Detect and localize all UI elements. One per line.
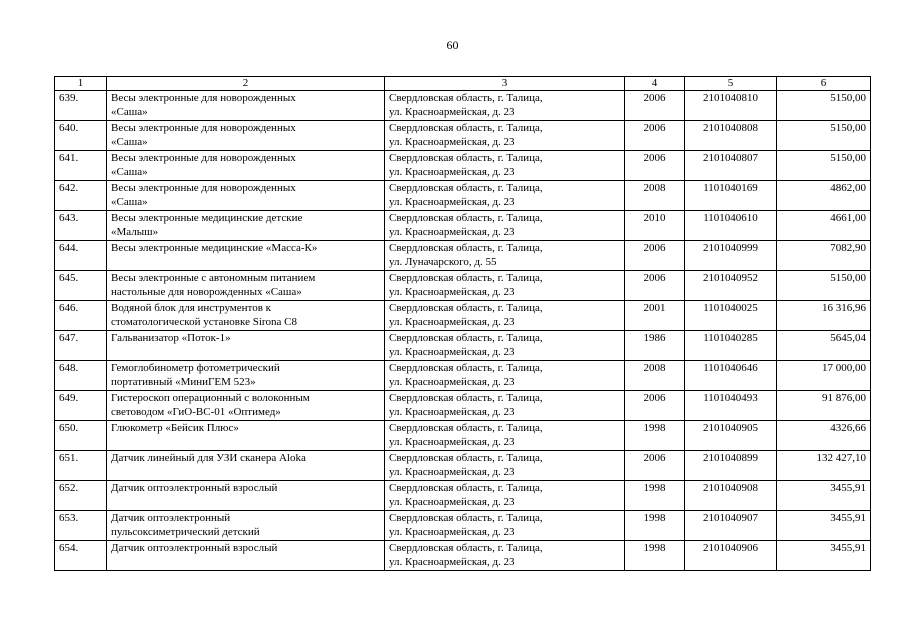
inventory-number-cell	[685, 181, 777, 211]
inventory-number-cell-line: 1101040169	[703, 182, 758, 194]
inventory-number-cell	[685, 481, 777, 511]
address-cell	[385, 121, 625, 151]
column-header: 5	[685, 77, 777, 91]
cost-cell	[777, 301, 871, 331]
row-number-cell-line: 639.	[59, 92, 79, 104]
column-header: 1	[55, 77, 107, 91]
year-cell-line: 2010	[643, 212, 666, 224]
address-cell-line: ул. Красноармейская, д. 23	[389, 376, 515, 388]
table-row	[55, 211, 871, 241]
inventory-number-cell	[685, 211, 777, 241]
cost-cell-line: 5150,00	[830, 122, 866, 134]
item-name-cell-line: Датчик оптоэлектронный	[111, 512, 231, 524]
address-cell-line: ул. Красноармейская, д. 23	[389, 406, 515, 418]
row-number-cell-line: 645.	[59, 272, 79, 284]
address-cell-line: Свердловская область, г. Талица,	[389, 182, 543, 194]
cost-cell	[777, 361, 871, 391]
item-name-cell-line: Гистероскоп операционный с волоконным	[111, 392, 310, 404]
page-number: 60	[446, 38, 459, 52]
cost-cell-line: 3455,91	[830, 542, 866, 554]
cost-cell	[777, 241, 871, 271]
row-number-cell	[55, 151, 107, 181]
year-cell-line: 1998	[643, 512, 666, 524]
inventory-number-cell-line: 2101040807	[703, 152, 758, 164]
cost-cell	[777, 331, 871, 361]
row-number-cell	[55, 271, 107, 301]
row-number-cell-line: 642.	[59, 182, 79, 194]
row-number-cell	[55, 481, 107, 511]
address-cell-line: Свердловская область, г. Талица,	[389, 272, 543, 284]
cost-cell-line: 5150,00	[830, 152, 866, 164]
table-row	[55, 331, 871, 361]
inventory-number-cell-line: 1101040646	[703, 362, 758, 374]
item-name-cell-line: стоматологической установке Sirona C8	[111, 316, 298, 328]
year-cell-line: 1998	[643, 422, 666, 434]
inventory-number-cell-line: 2101040906	[703, 542, 758, 554]
column-header: 2	[107, 77, 385, 91]
inventory-number-cell-line: 2101040952	[703, 272, 758, 284]
inventory-number-cell	[685, 541, 777, 571]
row-number-cell	[55, 361, 107, 391]
item-name-cell	[107, 241, 385, 271]
cost-cell-line: 5150,00	[830, 92, 866, 104]
cost-cell	[777, 421, 871, 451]
inventory-number-cell	[685, 151, 777, 181]
table-row	[55, 391, 871, 421]
row-number-cell	[55, 421, 107, 451]
table-row	[55, 241, 871, 271]
address-cell	[385, 151, 625, 181]
year-cell	[625, 391, 685, 421]
item-name-cell	[107, 361, 385, 391]
cost-cell-line: 5150,00	[830, 272, 866, 284]
address-cell	[385, 421, 625, 451]
item-name-cell	[107, 331, 385, 361]
table-row	[55, 151, 871, 181]
inventory-number-cell-line: 2101040808	[703, 122, 758, 134]
inventory-number-cell	[685, 91, 777, 121]
year-cell	[625, 241, 685, 271]
address-cell-line: ул. Красноармейская, д. 23	[389, 556, 515, 568]
item-name-cell-line: Водяной блок для инструментов к	[111, 302, 271, 314]
item-name-cell	[107, 451, 385, 481]
cost-cell-line: 3455,91	[830, 512, 866, 524]
address-cell	[385, 271, 625, 301]
address-cell-line: ул. Красноармейская, д. 23	[389, 226, 515, 238]
year-cell-line: 2008	[643, 182, 666, 194]
year-cell	[625, 301, 685, 331]
row-number-cell-line: 653.	[59, 512, 79, 524]
inventory-number-cell	[685, 271, 777, 301]
cost-cell	[777, 211, 871, 241]
inventory-number-cell-line: 2101040899	[703, 452, 758, 464]
address-cell	[385, 541, 625, 571]
inventory-number-cell-line: 1101040025	[703, 302, 758, 314]
row-number-cell	[55, 91, 107, 121]
address-cell	[385, 391, 625, 421]
year-cell-line: 1998	[643, 482, 666, 494]
item-name-cell-line: «Саша»	[111, 106, 148, 118]
row-number-cell-line: 652.	[59, 482, 79, 494]
inventory-number-cell	[685, 391, 777, 421]
address-cell	[385, 181, 625, 211]
address-cell	[385, 331, 625, 361]
table-row	[55, 541, 871, 571]
year-cell-line: 2006	[643, 152, 666, 164]
cost-cell-line: 4326,66	[830, 422, 866, 434]
item-name-cell-line: Весы электронные для новорожденных	[111, 122, 296, 134]
item-name-cell	[107, 121, 385, 151]
row-number-cell-line: 646.	[59, 302, 79, 314]
row-number-cell-line: 640.	[59, 122, 79, 134]
year-cell-line: 2006	[643, 272, 666, 284]
address-cell-line: ул. Красноармейская, д. 23	[389, 496, 515, 508]
cost-cell-line: 4862,00	[830, 182, 866, 194]
table-row	[55, 511, 871, 541]
row-number-cell-line: 651.	[59, 452, 79, 464]
address-cell-line: Свердловская область, г. Талица,	[389, 302, 543, 314]
item-name-cell	[107, 421, 385, 451]
item-name-cell-line: Гальванизатор «Поток-1»	[111, 332, 231, 344]
inventory-number-cell-line: 1101040493	[703, 392, 758, 404]
table-body	[55, 91, 871, 571]
item-name-cell-line: Датчик оптоэлектронный взрослый	[111, 482, 278, 494]
address-cell	[385, 361, 625, 391]
address-cell-line: ул. Красноармейская, д. 23	[389, 346, 515, 358]
item-name-cell	[107, 481, 385, 511]
address-cell-line: ул. Красноармейская, д. 23	[389, 526, 515, 538]
year-cell-line: 2006	[643, 92, 666, 104]
table-row	[55, 361, 871, 391]
table-row	[55, 481, 871, 511]
table-row	[55, 451, 871, 481]
item-name-cell-line: «Малыш»	[111, 226, 159, 238]
cost-cell	[777, 271, 871, 301]
table-row	[55, 301, 871, 331]
address-cell-line: ул. Красноармейская, д. 23	[389, 166, 515, 178]
inventory-number-cell-line: 2101040999	[703, 242, 758, 254]
item-name-cell	[107, 211, 385, 241]
inventory-number-cell	[685, 421, 777, 451]
item-name-cell-line: Датчик линейный для УЗИ сканера Aloka	[111, 452, 306, 464]
year-cell	[625, 271, 685, 301]
cost-cell-line: 91 876,00	[822, 392, 866, 404]
address-cell-line: ул. Красноармейская, д. 23	[389, 286, 515, 298]
cost-cell	[777, 541, 871, 571]
address-cell	[385, 481, 625, 511]
item-name-cell-line: Весы электронные медицинские «Масса-К»	[111, 242, 318, 254]
cost-cell	[777, 451, 871, 481]
year-cell	[625, 121, 685, 151]
year-cell-line: 2006	[643, 392, 666, 404]
year-cell	[625, 151, 685, 181]
item-name-cell-line: Весы электронные для новорожденных	[111, 182, 296, 194]
address-cell-line: ул. Красноармейская, д. 23	[389, 436, 515, 448]
inventory-number-cell	[685, 451, 777, 481]
item-name-cell-line: Весы электронные с автономным питанием	[111, 272, 316, 284]
address-cell-line: Свердловская область, г. Талица,	[389, 92, 543, 104]
row-number-cell-line: 641.	[59, 152, 79, 164]
cost-cell-line: 3455,91	[830, 482, 866, 494]
cost-cell	[777, 121, 871, 151]
year-cell	[625, 91, 685, 121]
address-cell	[385, 211, 625, 241]
year-cell	[625, 541, 685, 571]
row-number-cell-line: 644.	[59, 242, 79, 254]
address-cell-line: ул. Красноармейская, д. 23	[389, 196, 515, 208]
item-name-cell-line: пульсоксиметрический детский	[111, 526, 260, 538]
cost-cell	[777, 481, 871, 511]
address-cell-line: ул. Красноармейская, д. 23	[389, 466, 515, 478]
cost-cell-line: 5645,04	[830, 332, 866, 344]
cost-cell-line: 16 316,96	[822, 302, 866, 314]
address-cell	[385, 451, 625, 481]
address-cell-line: Свердловская область, г. Талица,	[389, 482, 543, 494]
row-number-cell	[55, 181, 107, 211]
row-number-cell	[55, 451, 107, 481]
item-name-cell-line: Весы электронные медицинские детские	[111, 212, 303, 224]
year-cell	[625, 211, 685, 241]
year-cell-line: 2006	[643, 122, 666, 134]
row-number-cell-line: 643.	[59, 212, 79, 224]
table-row	[55, 181, 871, 211]
row-number-cell	[55, 331, 107, 361]
address-cell-line: Свердловская область, г. Талица,	[389, 122, 543, 134]
row-number-cell	[55, 301, 107, 331]
item-name-cell	[107, 301, 385, 331]
item-name-cell	[107, 151, 385, 181]
address-cell-line: Свердловская область, г. Талица,	[389, 512, 543, 524]
year-cell-line: 1986	[643, 332, 666, 344]
address-cell-line: Свердловская область, г. Талица,	[389, 452, 543, 464]
address-cell-line: Свердловская область, г. Талица,	[389, 332, 543, 344]
row-number-cell	[55, 391, 107, 421]
item-name-cell-line: настольные для новорожденных «Саша»	[111, 286, 302, 298]
address-cell-line: Свердловская область, г. Талица,	[389, 542, 543, 554]
year-cell	[625, 331, 685, 361]
address-cell	[385, 301, 625, 331]
item-name-cell	[107, 511, 385, 541]
item-name-cell	[107, 391, 385, 421]
inventory-number-cell	[685, 301, 777, 331]
year-cell-line: 2001	[643, 302, 666, 314]
cost-cell-line: 7082,90	[830, 242, 866, 254]
address-cell-line: ул. Красноармейская, д. 23	[389, 106, 515, 118]
row-number-cell	[55, 511, 107, 541]
cost-cell-line: 132 427,10	[816, 452, 866, 464]
item-name-cell-line: «Саша»	[111, 166, 148, 178]
year-cell-line: 1998	[643, 542, 666, 554]
row-number-cell-line: 650.	[59, 422, 79, 434]
row-number-cell	[55, 541, 107, 571]
year-cell-line: 2008	[643, 362, 666, 374]
year-cell	[625, 421, 685, 451]
item-name-cell-line: Весы электронные для новорожденных	[111, 92, 296, 104]
year-cell	[625, 451, 685, 481]
year-cell	[625, 481, 685, 511]
table-header	[55, 77, 871, 91]
row-number-cell	[55, 211, 107, 241]
inventory-number-cell	[685, 331, 777, 361]
item-name-cell-line: Гемоглобинометр фотометрический	[111, 362, 280, 374]
row-number-cell	[55, 121, 107, 151]
column-header: 6	[777, 77, 871, 91]
inventory-number-cell-line: 2101040907	[703, 512, 758, 524]
address-cell	[385, 511, 625, 541]
table-row	[55, 91, 871, 121]
year-cell	[625, 181, 685, 211]
year-cell-line: 2006	[643, 242, 666, 254]
item-name-cell	[107, 271, 385, 301]
inventory-number-cell-line: 1101040610	[703, 212, 758, 224]
inventory-number-cell-line: 1101040285	[703, 332, 758, 344]
inventory-number-cell-line: 2101040905	[703, 422, 758, 434]
item-name-cell	[107, 91, 385, 121]
address-cell-line: ул. Красноармейская, д. 23	[389, 316, 515, 328]
address-cell-line: ул. Луначарского, д. 55	[389, 256, 497, 268]
header-row	[55, 77, 871, 91]
item-name-cell-line: Весы электронные для новорожденных	[111, 152, 296, 164]
column-header: 3	[385, 77, 625, 91]
row-number-cell-line: 654.	[59, 542, 79, 554]
item-name-cell-line: Глюкометр «Бейсик Плюс»	[111, 422, 239, 434]
cost-cell	[777, 511, 871, 541]
cost-cell-line: 4661,00	[830, 212, 866, 224]
row-number-cell-line: 648.	[59, 362, 79, 374]
address-cell-line: Свердловская область, г. Талица,	[389, 212, 543, 224]
table-row	[55, 271, 871, 301]
item-name-cell	[107, 181, 385, 211]
table-row	[55, 421, 871, 451]
address-cell	[385, 241, 625, 271]
year-cell	[625, 511, 685, 541]
cost-cell	[777, 391, 871, 421]
item-name-cell-line: Датчик оптоэлектронный взрослый	[111, 542, 278, 554]
cost-cell	[777, 151, 871, 181]
column-header: 4	[625, 77, 685, 91]
item-name-cell-line: световодом «ГиО-ВС-01 «Оптимед»	[111, 406, 281, 418]
inventory-number-cell	[685, 361, 777, 391]
item-name-cell-line: «Саша»	[111, 196, 148, 208]
cost-cell	[777, 181, 871, 211]
table-row	[55, 121, 871, 151]
row-number-cell-line: 647.	[59, 332, 79, 344]
address-cell-line: Свердловская область, г. Талица,	[389, 152, 543, 164]
inventory-number-cell-line: 2101040908	[703, 482, 758, 494]
inventory-number-cell	[685, 241, 777, 271]
inventory-table	[54, 76, 871, 571]
year-cell	[625, 361, 685, 391]
address-cell	[385, 91, 625, 121]
row-number-cell	[55, 241, 107, 271]
address-cell-line: ул. Красноармейская, д. 23	[389, 136, 515, 148]
item-name-cell	[107, 541, 385, 571]
address-cell-line: Свердловская область, г. Талица,	[389, 392, 543, 404]
year-cell-line: 2006	[643, 452, 666, 464]
address-cell-line: Свердловская область, г. Талица,	[389, 242, 543, 254]
inventory-number-cell	[685, 511, 777, 541]
item-name-cell-line: портативный «МиниГЕМ 523»	[111, 376, 256, 388]
item-name-cell-line: «Саша»	[111, 136, 148, 148]
address-cell-line: Свердловская область, г. Талица,	[389, 362, 543, 374]
inventory-number-cell	[685, 121, 777, 151]
inventory-number-cell-line: 2101040810	[703, 92, 758, 104]
cost-cell-line: 17 000,00	[822, 362, 866, 374]
row-number-cell-line: 649.	[59, 392, 79, 404]
address-cell-line: Свердловская область, г. Талица,	[389, 422, 543, 434]
cost-cell	[777, 91, 871, 121]
